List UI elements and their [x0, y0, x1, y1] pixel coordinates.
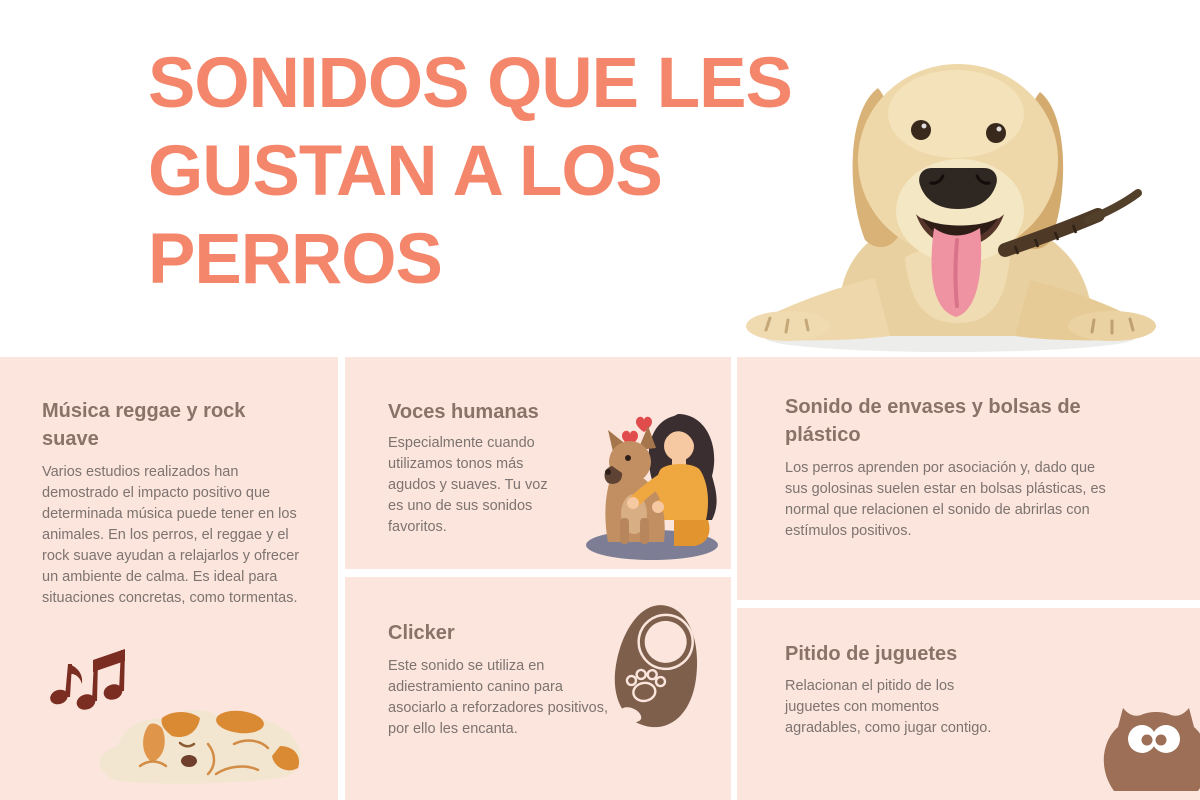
card-voces-body: Especialmente cuando utilizamos tonos más agudos y suaves. Tu voz es uno de sus sonidos favoritos.: [388, 435, 548, 536]
card-pitido-heading: Pitido de juguetes: [785, 643, 958, 665]
card-voces-heading: Voces humanas: [388, 401, 539, 423]
page-title-line-3: PERROS: [148, 220, 442, 300]
card-musica-heading: Música reggae y rock suave: [42, 400, 246, 450]
sleeping-puppy-illustration: [88, 688, 313, 788]
card-envases-body: Los perros aprenden por asociación y, dado que sus golosinas suelen estar en bolsas plásticas, es normal que relacionen el sonido de abrirlas con estímulos positivos.: [785, 460, 1106, 540]
woman-petting-dog-illustration: [578, 404, 728, 562]
card-clicker-heading: Clicker: [388, 622, 455, 644]
card-envases-heading: Sonido de envases y bolsas de plástico: [785, 396, 1081, 446]
labrador-puppy-photo: [700, 18, 1200, 358]
page-title-line-2: GUSTAN A LOS: [148, 132, 662, 212]
card-musica-body: Varios estudios realizados han demostrado el impacto positivo que determinada música puede tener en los animales. En los perros, el reggae y el rock suave ayudan a relajarlos y ofrecer un ambiente de calma. Es ideal para situaciones concretas, como tormentas.: [42, 464, 300, 607]
cat-silhouette-illustration: [1092, 701, 1200, 793]
page-title-line-1: SONIDOS QUE LES: [148, 44, 792, 123]
card-pitido-body: Relacionan el pitido de los juguetes con momentos agradables, como jugar contigo.: [785, 678, 992, 737]
clicker-illustration: [606, 597, 706, 739]
card-clicker-body: Este sonido se utiliza en adiestramiento canino para asociarlo a reforzadores positivos, por ello les encanta.: [388, 658, 609, 738]
